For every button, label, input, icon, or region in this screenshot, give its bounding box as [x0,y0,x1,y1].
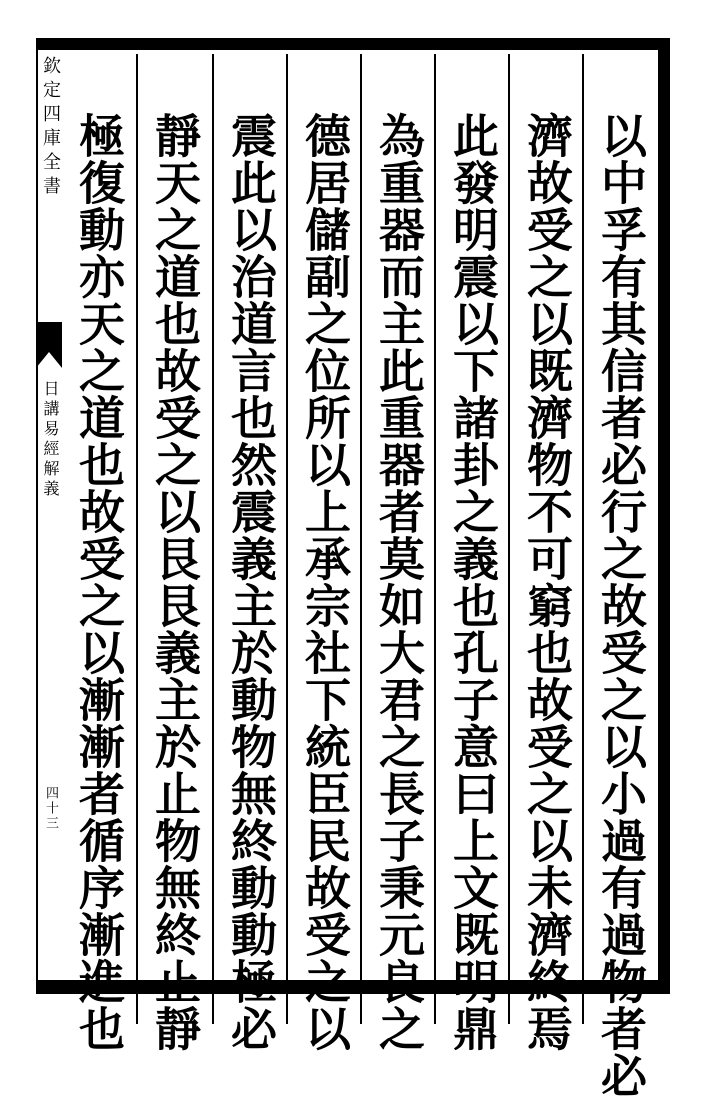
text-column-6 [214,50,288,1052]
text-column-1 [584,50,658,1099]
text-column-8 [62,50,136,1052]
column-text: 此發明震以下諸卦之義也孔子意曰上文既明鼎 [446,112,500,1052]
column-divider [136,54,138,1024]
column-text: 極復動亦天之道也故受之以漸漸者循序漸進也 [72,112,126,1052]
text-column-3 [436,50,510,1052]
column-text: 靜天之道也故受之以艮艮義主於止物無終止靜 [148,112,202,1052]
text-column-2 [510,50,584,1052]
text-column-4 [362,50,436,1052]
text-column-7 [138,50,212,1052]
margin-page-number: 四十三 [43,786,58,831]
frame-top-border [36,38,670,50]
column-divider [212,54,214,1024]
column-text: 震此以治道言也然震義主於動物無終動動極必 [224,112,278,1052]
column-text: 為重器而主此重器者莫如大君之長子秉元良之 [372,112,426,1052]
column-text: 以中孚有其信者必行之故受之以小過有過物者必 [594,112,648,1099]
margin-book-title: 日講易經解義 [41,380,60,500]
margin-strip [36,50,62,980]
column-text: 德居儲副之位所以上承宗社下統臣民故受之以 [298,112,352,1052]
fishtail-mark-icon [36,322,62,368]
frame-right-border [658,38,670,994]
margin-header: 欽定四庫全書 [40,56,61,200]
column-text: 濟故受之以既濟物不可窮也故受之以未濟終焉 [520,112,574,1052]
text-column-5 [288,50,362,1052]
